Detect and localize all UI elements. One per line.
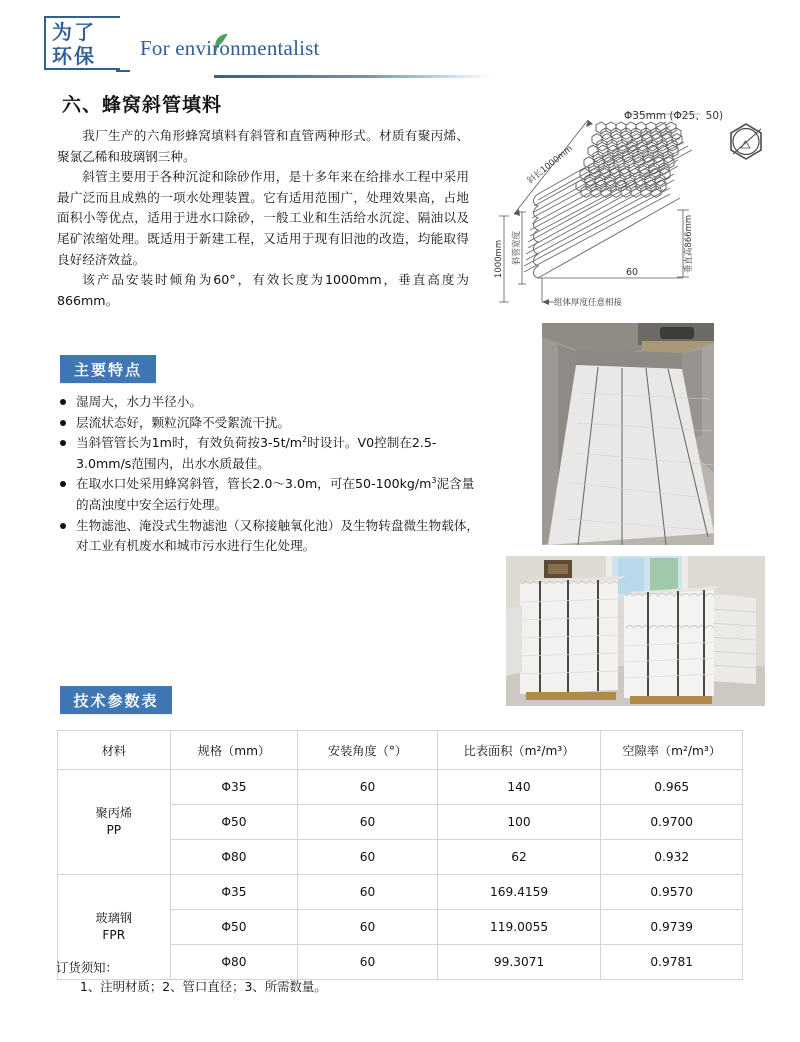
cell-porosity: 0.965 bbox=[601, 770, 743, 805]
feature-text: 湿周大，水力半径小。 bbox=[76, 394, 202, 409]
label-slant-length: 斜长1000mm bbox=[525, 143, 575, 187]
section-chip-features: 主要特点 bbox=[60, 355, 156, 383]
cell-spec: Φ80 bbox=[170, 840, 298, 875]
tube-pack-wavy-edge bbox=[534, 194, 539, 278]
cell-surface: 119.0055 bbox=[437, 910, 601, 945]
table-row bbox=[58, 770, 743, 805]
cell-spec: Φ50 bbox=[170, 805, 298, 840]
bullet-icon bbox=[60, 523, 66, 529]
cell-angle: 60 bbox=[298, 840, 438, 875]
cell-porosity: 0.9739 bbox=[601, 910, 743, 945]
col-header-material: 材料 bbox=[58, 731, 171, 770]
material-name-en: FPR bbox=[102, 928, 126, 942]
label-diameter: Φ35mm (Φ25、50) bbox=[624, 110, 724, 122]
bullet-icon bbox=[60, 420, 66, 426]
cell-spec: Φ35 bbox=[170, 770, 298, 805]
intro-text-block bbox=[57, 126, 469, 311]
logo-chinese-mark bbox=[44, 16, 120, 70]
label-tube-width: 斜管宽度 bbox=[512, 230, 522, 266]
label-vertical-height: 垂直高866mm bbox=[684, 214, 694, 274]
material-name-zh: 聚丙烯 bbox=[95, 806, 133, 820]
cell-angle: 60 bbox=[298, 945, 438, 980]
feature-item bbox=[60, 392, 480, 413]
feature-item bbox=[60, 433, 480, 474]
photo-installed-basin bbox=[542, 323, 714, 545]
feature-item bbox=[60, 413, 480, 434]
feature-list bbox=[60, 392, 480, 557]
cell-surface: 169.4159 bbox=[437, 875, 601, 910]
cell-surface: 140 bbox=[437, 770, 601, 805]
label-height-1000: 1000mm bbox=[494, 239, 504, 279]
hexagon-detail-icon bbox=[731, 124, 761, 159]
brand-header bbox=[44, 14, 464, 76]
order-note bbox=[56, 958, 516, 996]
logo-line-1: 为了 bbox=[52, 20, 96, 44]
cell-porosity: 0.9781 bbox=[601, 945, 743, 980]
feature-text: 生物滤池、淹没式生物滤池（又称接触氧化池）及生物转盘微生物载体，对工业有机废水和城市污水进行生化处理。 bbox=[76, 517, 479, 554]
logo-english-text: For environmentalist bbox=[140, 36, 320, 60]
cell-porosity: 0.9570 bbox=[601, 875, 743, 910]
params-table bbox=[57, 730, 743, 980]
page-title: 六、蜂窝斜管填料 bbox=[62, 94, 223, 116]
cell-porosity: 0.932 bbox=[601, 840, 743, 875]
order-note-title: 订货须知： bbox=[56, 960, 118, 975]
cell-surface: 99.3071 bbox=[437, 945, 601, 980]
cell-surface: 100 bbox=[437, 805, 601, 840]
label-angle: 60 bbox=[626, 267, 639, 278]
material-name-zh: 玻璃钢 bbox=[95, 911, 133, 925]
material-name-en: PP bbox=[106, 823, 122, 837]
col-header-angle: 安装角度（°） bbox=[298, 731, 438, 770]
cell-angle: 60 bbox=[298, 910, 438, 945]
cell-porosity: 0.9700 bbox=[601, 805, 743, 840]
cell-angle: 60 bbox=[298, 805, 438, 840]
col-header-porosity: 空隙率（m²/m³） bbox=[601, 731, 743, 770]
tube-pack-bottom bbox=[538, 198, 680, 278]
table-row bbox=[58, 875, 743, 910]
intro-paragraph-2: 斜管主要用于各种沉淀和除砂作用，是十多年来在给排水工程中采用最广泛而且成熟的一项水处理装置。它有适用范围广，处理效果高，占地面积小等优点，适用于进水口除砂，一般工业和生活给水沉淀、隔油以及尾矿浓缩处理。既适用于新建工程，又适用于现有旧池的改造，均能取得良好经济效益。 bbox=[57, 169, 469, 267]
order-note-items: 1、注明材质；2、管口直径；3、所需数量。 bbox=[80, 979, 327, 994]
bullet-icon bbox=[60, 440, 66, 446]
honeycomb-tube-diagram bbox=[492, 106, 792, 314]
feature-item bbox=[60, 516, 480, 557]
cell-angle: 60 bbox=[298, 770, 438, 805]
feature-item bbox=[60, 474, 480, 515]
feature-text: 当斜管管长为1m时，有效负荷按$3-5t/m^2$时设计。V0控制在2.5-3.0mm/s范围内，出水水质最佳。 bbox=[76, 435, 437, 471]
table-header-row bbox=[58, 731, 743, 770]
header-divider bbox=[214, 75, 492, 78]
logo-line-2: 环保 bbox=[52, 44, 96, 68]
callout-thickness bbox=[542, 278, 554, 305]
label-thickness-note: 组体厚度任意相接 bbox=[554, 298, 623, 308]
col-header-spec: 规格（mm） bbox=[170, 731, 298, 770]
section-chip-params: 技术参数表 bbox=[60, 686, 172, 714]
col-header-surface: 比表面积（m²/m³） bbox=[437, 731, 601, 770]
intro-paragraph-3: 该产品安装时倾角为60°，有效长度为1000mm，垂直高度为866mm。 bbox=[57, 272, 469, 308]
cell-material-pp bbox=[58, 770, 171, 875]
cell-spec: Φ50 bbox=[170, 910, 298, 945]
bullet-icon bbox=[60, 399, 66, 405]
logo-bracket-cap bbox=[116, 70, 130, 72]
bullet-icon bbox=[60, 481, 66, 487]
feature-text: 层流状态好，颗粒沉降不受絮流干扰。 bbox=[76, 414, 291, 430]
intro-paragraph-1: 我厂生产的六角形蜂窝填料有斜管和直管两种形式。材质有聚丙烯、聚氯乙稀和玻璃钢三种。 bbox=[57, 128, 469, 164]
cell-angle: 60 bbox=[298, 875, 438, 910]
cell-spec: Φ35 bbox=[170, 875, 298, 910]
cell-spec: Φ80 bbox=[170, 945, 298, 980]
params-table-wrapper bbox=[57, 730, 743, 980]
feature-text: 在取水口处采用蜂窝斜管，管长2.0～3.0m，可在$50-100kg/m^3$泥含量的高浊度中安全运行处理。 bbox=[76, 476, 475, 512]
cell-surface: 62 bbox=[437, 840, 601, 875]
photo-stacked-packs bbox=[506, 556, 765, 706]
